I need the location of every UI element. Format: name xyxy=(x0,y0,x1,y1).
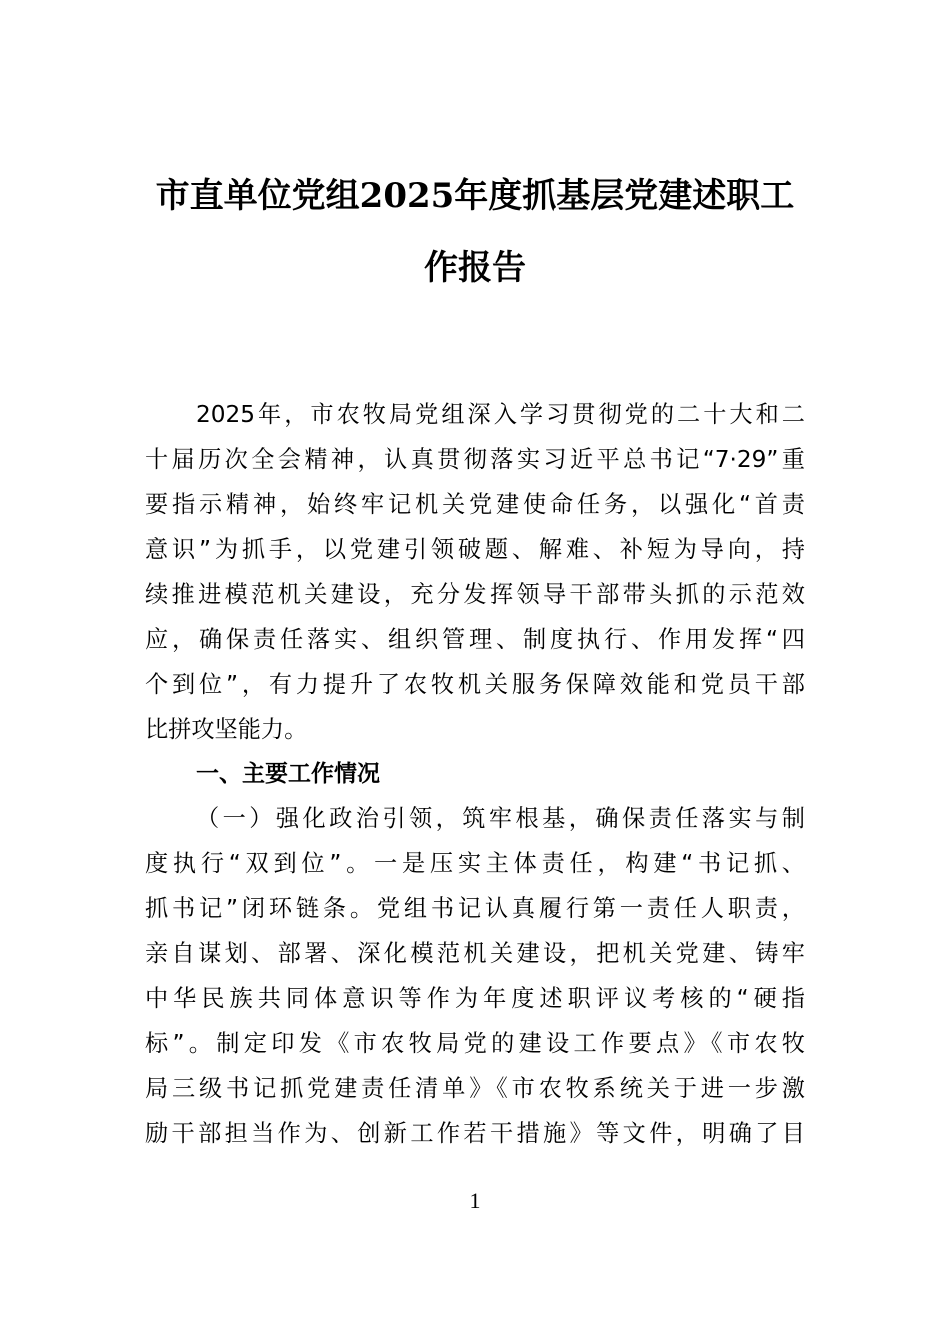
intro-line: 续推进模范机关建设，充分发挥领导干部带头抓的示范效 xyxy=(145,581,805,608)
section-line: 抓书记”闭环链条。党组书记认真履行第一责任人职责， xyxy=(145,895,805,922)
intro-line: 应，确保责任落实、组织管理、制度执行、作用发挥“四 xyxy=(145,626,805,653)
document-title-line-2: 作报告 xyxy=(424,248,526,288)
section-line: 亲自谋划、部署、深化模范机关建设，把机关党建、铸牢 xyxy=(145,940,805,967)
intro-line: 要指示精神，始终牢记机关党建使命任务，以强化“首责 xyxy=(145,491,805,518)
section-line: 励干部担当作为、创新工作若干措施》等文件，明确了目 xyxy=(145,1120,805,1147)
section-line: 度执行“双到位”。一是压实主体责任，构建“书记抓、 xyxy=(145,850,805,877)
section-line: 中华民族共同体意识等作为年度述职评议考核的“硬指 xyxy=(145,985,805,1012)
intro-line: 意识”为抓手，以党建引领破题、解难、补短为导向，持 xyxy=(145,536,805,563)
intro-line: 十届历次全会精神，认真贯彻落实习近平总书记“7·29”重 xyxy=(145,446,805,473)
section-heading: 一、主要工作情况 xyxy=(196,761,380,787)
intro-line: 个到位”，有力提升了农牧机关服务保障效能和党员干部 xyxy=(145,671,805,698)
page-number: 1 xyxy=(469,1188,481,1213)
section-line: （一）强化政治引领，筑牢根基，确保责任落实与制 xyxy=(196,805,805,832)
document-title-line-1: 市直单位党组2025年度抓基层党建述职工 xyxy=(155,176,795,216)
section-line: 标”。制定印发《市农牧局党的建设工作要点》《市农牧 xyxy=(145,1030,805,1057)
intro-line: 比拼攻坚能力。 xyxy=(145,716,308,743)
section-line: 局三级书记抓党建责任清单》《市农牧系统关于进一步激 xyxy=(145,1075,805,1102)
intro-line: 2025年，市农牧局党组深入学习贯彻党的二十大和二 xyxy=(196,401,805,428)
